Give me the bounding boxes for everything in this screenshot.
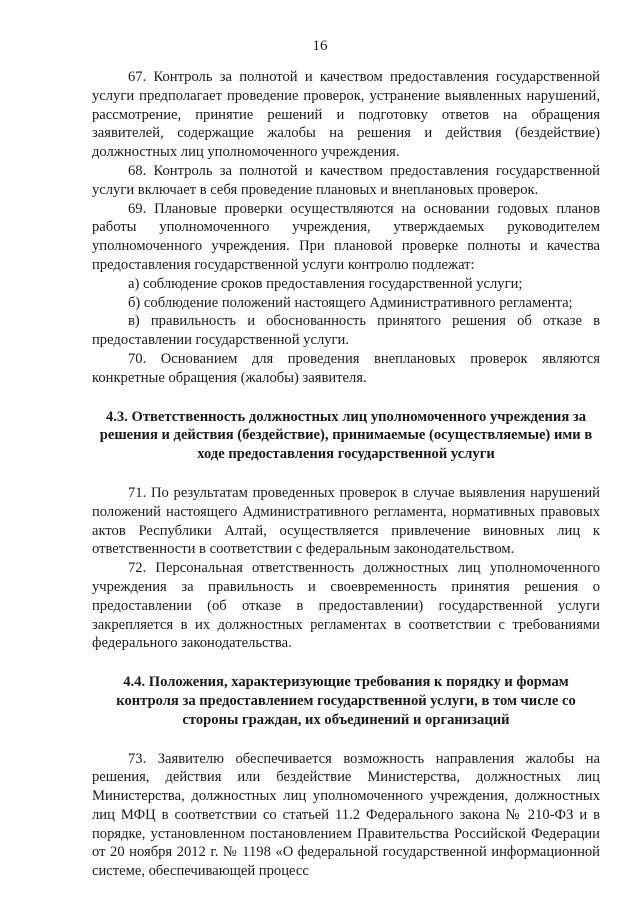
- paragraph-70: 70. Основанием для проведения внеплановых проверок являются конкретные обращения (жалобы) заявителя.: [92, 350, 600, 386]
- spacer: [92, 388, 600, 408]
- list-item-b: б) соблюдение положений настоящего Административного регламента;: [128, 294, 573, 311]
- paragraph-72: 72. Персональная ответственность должностных лиц уполномоченного учреждения за правильность и своевременность принятия решения о предоставлении (об отказе в предоставлении) государственной услуги закрепляется в их должностных регламентах в соответствии с требованиями федерального законодательства.: [92, 560, 600, 652]
- paragraph-71: 71. По результатам проведенных проверок в случае выявления нарушений положений настоящего Административного регламента, нормативных правовых актов Республики Алтай, осуществляется привлечение виновных лиц к ответственности в соответствии с федеральным законодательством.: [92, 484, 600, 558]
- spacer: [92, 730, 600, 750]
- section-heading-4-4: 4.4. Положения, характеризующие требования к порядку и формам контроля за предоставлением государственной услуги, в том числе со стороны граждан, их объединений и организаций: [116, 674, 576, 728]
- spacer: [92, 464, 600, 484]
- page-number: 16: [312, 38, 328, 54]
- spacer: [92, 653, 600, 673]
- paragraph-69: 69. Плановые проверки осуществляются на основании годовых планов работы уполномоченного учреждения, утверждаемых руководителем уполномоченного учреждения. При плановой проверке полноты и качества предоставления государственной услуги контролю подлежат:: [92, 200, 600, 273]
- section-heading-4-3: 4.3. Ответственность должностных лиц уполномоченного учреждения за решения и действия (бездействие), принимаемые (осуществляемые) ими в ходе предоставления государственной услуги: [99, 408, 593, 463]
- list-item-a: а) соблюдение сроков предоставления государственной услуги;: [128, 275, 523, 292]
- paragraph-68: 68. Контроль за полнотой и качеством предоставления государственной услуги включает в себя проведение плановых и внеплановых проверок.: [92, 162, 600, 198]
- document-body: [92, 68, 600, 881]
- paragraph-73: 73. Заявителю обеспечивается возможность направления жалобы на решения, действия или бездействие Министерства, должностных лиц Министерства, должностных лиц уполномоченного учреждения, должностных лиц МФЦ в соответствии со статьей 11.2 Федерального закона № 210-ФЗ и в порядке, установленном постановлением Правительства Российской Федерации от 20 ноября 2012 г. № 1198 «О федеральной государственной информационной системе, обеспечивающей процесс: [92, 750, 600, 880]
- list-item-v: в) правильность и обоснованность принятого решения об отказе в предоставлении государственной услуги.: [92, 313, 600, 349]
- paragraph-67: 67. Контроль за полнотой и качеством предоставления государственной услуги предполагает проведение проверок, устранение выявленных нарушений, рассмотрение, принятие решений и подготовку ответов на обращения заявителей, содержащие жалобы на решения и действия (бездействие) должностных лиц уполномоченного учреждения.: [92, 69, 600, 161]
